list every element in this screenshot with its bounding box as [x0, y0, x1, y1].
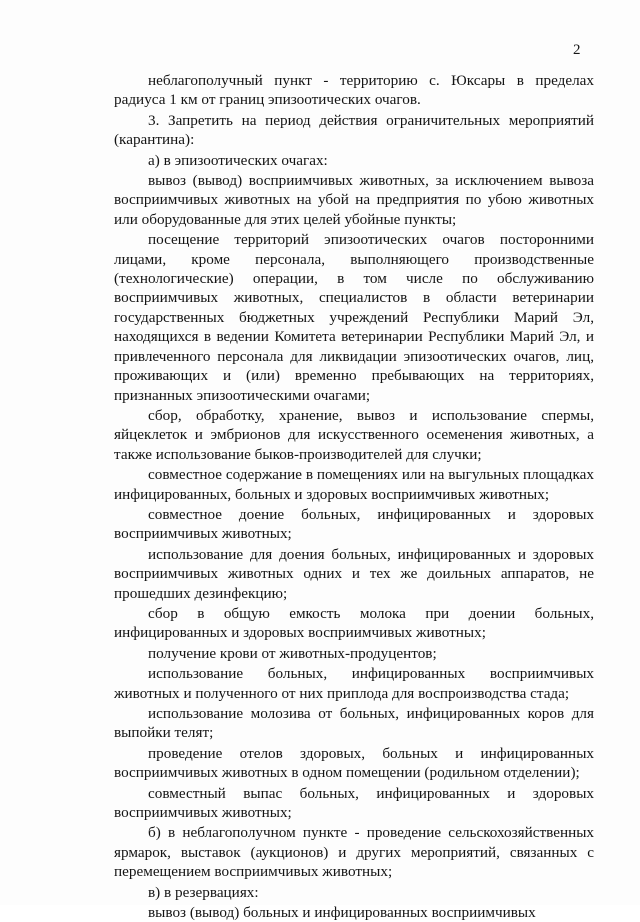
paragraph-joint-milking: совместное доение больных, инфицированных и здоровых восприимчивых животных; [114, 505, 594, 543]
page-number: 2 [573, 42, 581, 58]
paragraph-export-animals: вывоз (вывод) восприимчивых животных, за исключением вывоза восприимчивых животных на убой на предприятия по убою животных или оборудованные для этих целей убойные пункты; [114, 172, 594, 228]
paragraph-prohibition-heading: 3. Запретить на период действия ограничительных мероприятий (карантина): [114, 111, 594, 149]
paragraph-colostrum-use: использование молозива от больных, инфицированных коров для выпойки телят; [114, 705, 594, 742]
paragraph-milking-machines: использование для доения больных, инфицированных и здоровых восприимчивых животных одних и тех же доильных аппаратов, не прошедших дезинфекцию; [114, 545, 594, 602]
paragraph-subitem-b-fairs: б) в неблагополучном пункте - проведение сельскохозяйственных ярмарок, выставок (аукционов) и других мероприятий, связанных с перемещением восприимчивых животных; [114, 824, 594, 881]
paragraph-infected-area-definition: неблагополучный пункт - территорию с. Юксары в пределах радиуса 1 км от границ эпизоотических очагов. [114, 72, 594, 109]
paragraph-subitem-v: в) в резервациях: [148, 883, 259, 901]
paragraph-visiting-territories: посещение территорий эпизоотических очагов посторонними лицами, кроме персонала, выполняющего производственные (технологические) операции, в том числе по обслуживанию восприимчивых животных, специалистов в области ветеринарии государственных бюджетных учреждений Республики Марий Эл, находящихся в ведении Комитета ветеринарии Республики Марий Эл, и привлеченного персонала для ликвидации эпизоотических очагов, лиц, проживающих и (или) временно пребывающих на территориях, признанных эпизоотическими очагами; [114, 231, 594, 404]
paragraph-calving: проведение отелов здоровых, больных и инфицированных восприимчивых животных в одном помещении (родильном отделении); [114, 744, 594, 782]
paragraph-subitem-a: а) в эпизоотических очагах: [148, 151, 328, 169]
paragraph-milk-collection: сбор в общую емкость молока при доении больных, инфицированных и здоровых восприимчивых животных; [114, 604, 594, 642]
paragraph-joint-keeping: совместное содержание в помещениях или на выгульных площадках инфицированных, больных и здоровых восприимчивых животных; [114, 466, 594, 503]
paragraph-breeding-use: использование больных, инфицированных восприимчивых животных и полученного от них приплода для воспроизводства стада; [114, 665, 594, 702]
paragraph-export-sick-animals: вывоз (вывод) больных и инфицированных восприимчивых [148, 904, 536, 922]
paragraph-blood-collection: получение крови от животных-продуцентов; [148, 644, 437, 662]
paragraph-sperm-embryos: сбор, обработку, хранение, вывоз и использование спермы, яйцеклеток и эмбрионов для искусственного осеменения животных, а также использование быков-производителей для случки; [114, 406, 594, 463]
document-body [114, 71, 594, 922]
paragraph-joint-grazing: совместный выпас больных, инфицированных и здоровых восприимчивых животных; [114, 784, 594, 822]
